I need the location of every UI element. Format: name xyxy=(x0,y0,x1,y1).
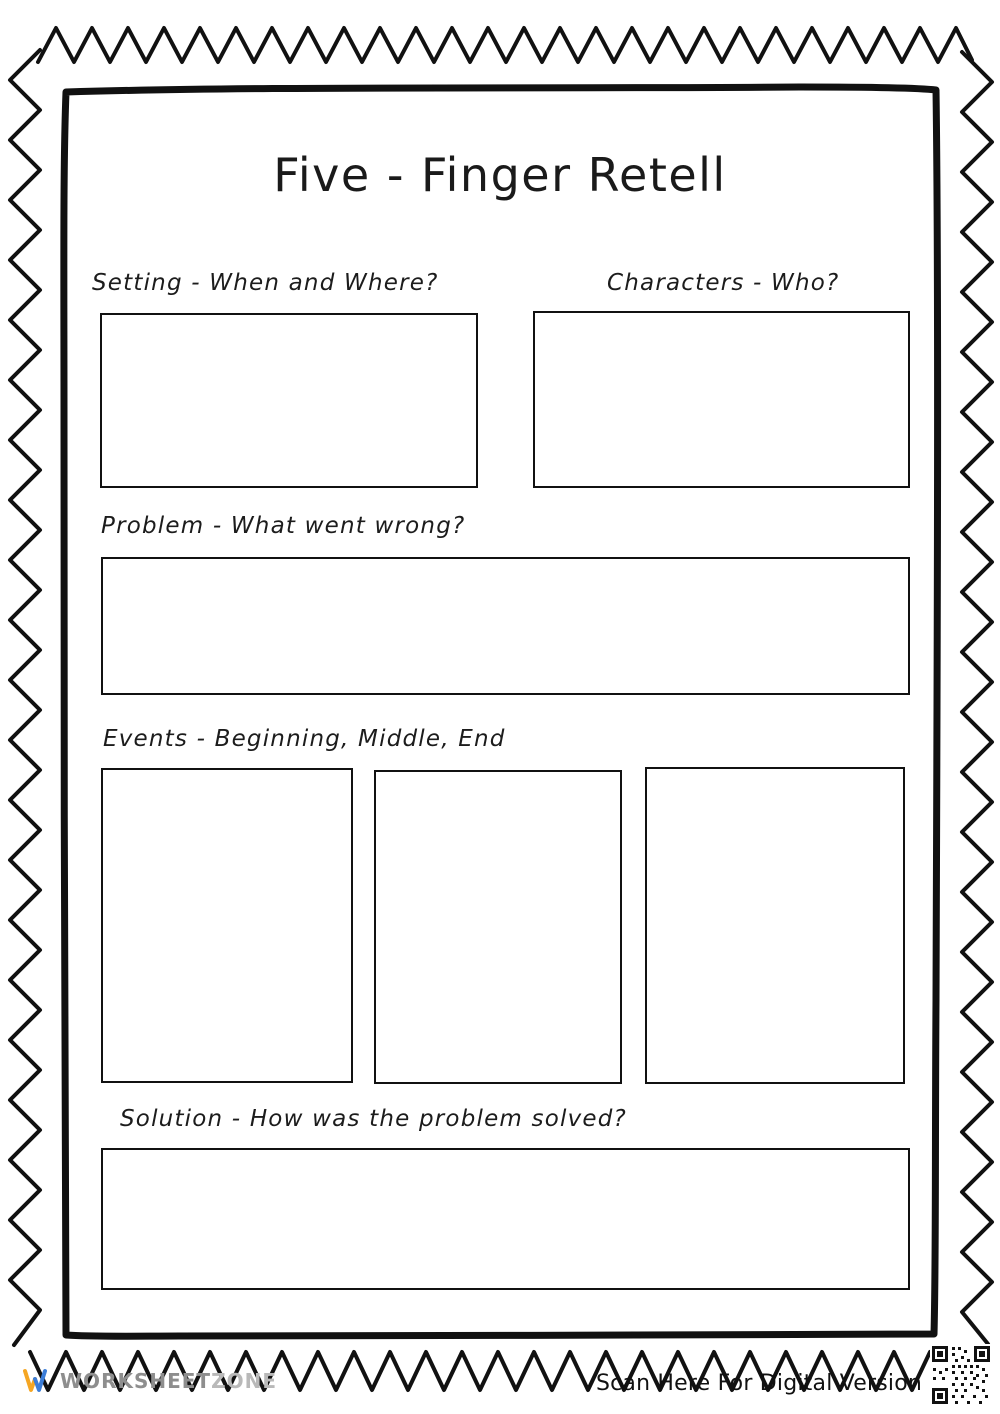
label-problem: Problem - What went wrong? xyxy=(101,513,466,539)
events-box-end[interactable] xyxy=(645,767,905,1084)
label-solution: Solution - How was the problem solved? xyxy=(120,1106,627,1132)
problem-box[interactable] xyxy=(101,557,910,695)
qr-code-icon[interactable] xyxy=(930,1344,992,1406)
setting-box[interactable] xyxy=(100,313,478,488)
brand-logo[interactable] xyxy=(22,1366,277,1396)
solution-box[interactable] xyxy=(101,1148,910,1290)
label-events: Events - Beginning, Middle, End xyxy=(103,726,506,752)
w-logo-icon xyxy=(22,1366,52,1396)
events-box-beginning[interactable] xyxy=(101,768,353,1083)
characters-box[interactable] xyxy=(533,311,910,488)
brand-name-secondary: ZONE xyxy=(211,1369,277,1393)
label-characters: Characters - Who? xyxy=(607,270,840,296)
label-setting: Setting - When and Where? xyxy=(92,270,439,296)
brand-name xyxy=(60,1369,277,1393)
events-box-middle[interactable] xyxy=(374,770,622,1084)
scan-instruction-text: Scan Here For Digital Version xyxy=(595,1371,922,1396)
brand-name-primary: WORKSHEET xyxy=(60,1369,212,1393)
page-title: Five - Finger Retell xyxy=(273,148,727,202)
